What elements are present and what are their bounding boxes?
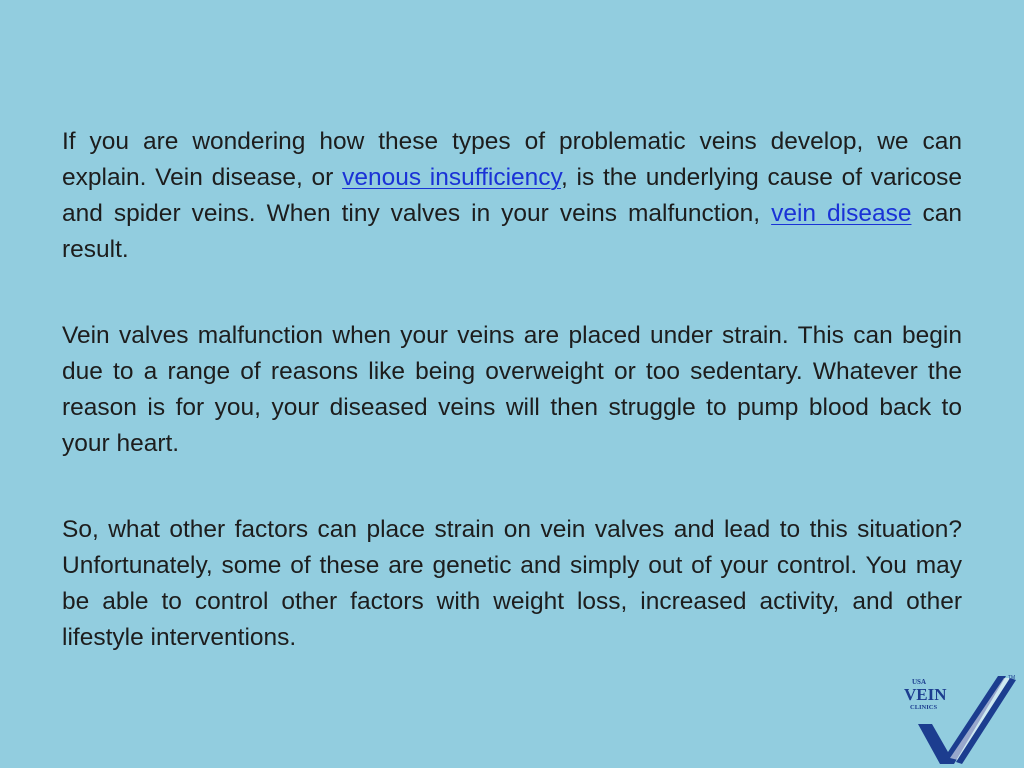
logo-trademark-text: TM bbox=[1008, 675, 1016, 681]
logo-vein-text: VEIN bbox=[904, 685, 947, 704]
logo-clinics-text: CLINICS bbox=[910, 704, 938, 711]
vein-disease-link[interactable]: vein disease bbox=[771, 200, 912, 227]
slide-body bbox=[62, 124, 962, 656]
venous-insufficiency-link[interactable]: venous insufficiency bbox=[342, 164, 561, 191]
paragraph-3: So, what other factors can place strain on vein valves and lead to this situation? Unfortunately, some of these are genetic and simply out of your control. You may be able to control other factors with weight loss, increased activity, and other lifestyle interventions. bbox=[62, 516, 962, 651]
paragraph-1 bbox=[62, 124, 962, 268]
paragraph-1-text-a: If you are wondering how these types of problematic veins develop, we can explain. Vein disease, or bbox=[62, 128, 962, 191]
logo-usa-text: USA bbox=[912, 678, 927, 686]
paragraph-1-text-c: can result. bbox=[62, 200, 962, 263]
usa-vein-clinics-logo bbox=[898, 670, 1022, 766]
paragraph-2: Vein valves malfunction when your veins are placed under strain. This can begin due to a range of reasons like being overweight or too sedentary. Whatever the reason is for you, your diseased veins will then struggle to pump blood back to your heart. bbox=[62, 322, 962, 457]
paragraph-1-text-b: , is the underlying cause of varicose and spider veins. When tiny valves in your veins malfunction, bbox=[62, 164, 962, 227]
